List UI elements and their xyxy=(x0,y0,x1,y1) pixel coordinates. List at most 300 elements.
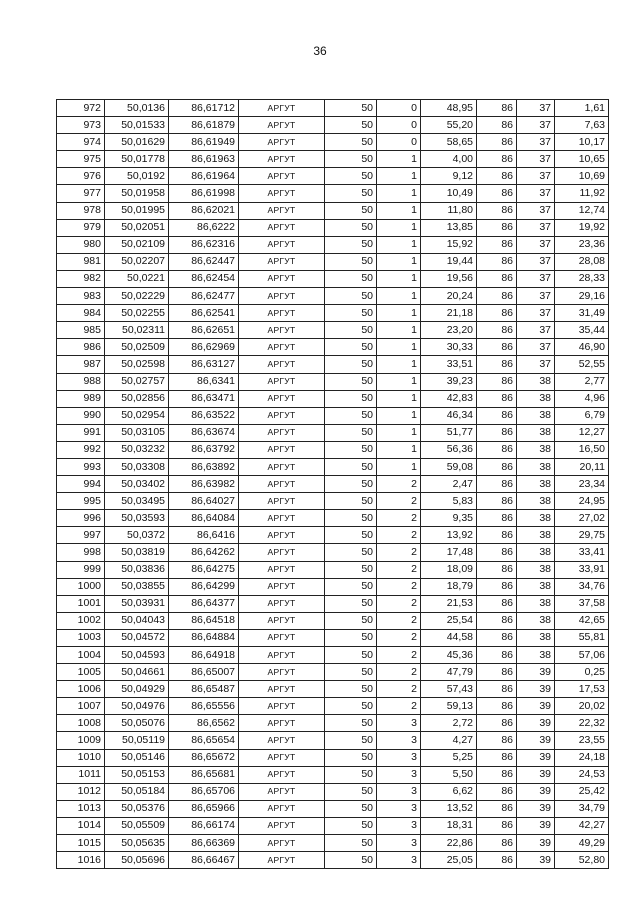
table-row xyxy=(57,168,609,185)
cell-river-name: АРГУТ xyxy=(239,561,325,578)
cell-col-5: 50 xyxy=(325,305,377,322)
cell-col-10: 31,49 xyxy=(555,305,609,322)
cell-col-9: 37 xyxy=(517,270,555,287)
table-row xyxy=(57,476,609,493)
cell-col-10: 33,91 xyxy=(555,561,609,578)
table-row xyxy=(57,373,609,390)
cell-col-7: 15,92 xyxy=(421,236,477,253)
cell-latitude: 50,04661 xyxy=(105,664,169,681)
cell-longitude: 86,63792 xyxy=(169,441,239,458)
cell-river-name: АРГУТ xyxy=(239,544,325,561)
cell-col-7: 48,95 xyxy=(421,100,477,117)
table-row xyxy=(57,647,609,664)
cell-col-10: 28,08 xyxy=(555,253,609,270)
cell-col-5: 50 xyxy=(325,783,377,800)
cell-longitude: 86,63892 xyxy=(169,458,239,475)
cell-col-6: 2 xyxy=(377,493,421,510)
cell-col-6: 3 xyxy=(377,800,421,817)
cell-longitude: 86,6222 xyxy=(169,219,239,236)
cell-col-9: 37 xyxy=(517,151,555,168)
cell-river-name: АРГУТ xyxy=(239,202,325,219)
table-row xyxy=(57,544,609,561)
cell-col-5: 50 xyxy=(325,527,377,544)
cell-col-6: 0 xyxy=(377,117,421,134)
table-row xyxy=(57,288,609,305)
cell-col-8: 86 xyxy=(477,185,517,202)
cell-row-number: 989 xyxy=(57,390,105,407)
table-row xyxy=(57,100,609,117)
cell-latitude: 50,05153 xyxy=(105,766,169,783)
cell-col-8: 86 xyxy=(477,288,517,305)
cell-col-6: 0 xyxy=(377,100,421,117)
cell-col-8: 86 xyxy=(477,817,517,834)
cell-col-7: 17,48 xyxy=(421,544,477,561)
cell-col-10: 1,61 xyxy=(555,100,609,117)
cell-col-10: 55,81 xyxy=(555,629,609,646)
cell-latitude: 50,05119 xyxy=(105,732,169,749)
cell-col-7: 13,85 xyxy=(421,219,477,236)
cell-col-5: 50 xyxy=(325,202,377,219)
cell-river-name: АРГУТ xyxy=(239,305,325,322)
cell-col-5: 50 xyxy=(325,253,377,270)
cell-col-8: 86 xyxy=(477,681,517,698)
table-row xyxy=(57,270,609,287)
cell-col-6: 2 xyxy=(377,578,421,595)
cell-latitude: 50,01995 xyxy=(105,202,169,219)
cell-longitude: 86,62316 xyxy=(169,236,239,253)
cell-row-number: 994 xyxy=(57,476,105,493)
cell-col-8: 86 xyxy=(477,356,517,373)
cell-longitude: 86,6562 xyxy=(169,715,239,732)
cell-latitude: 50,05376 xyxy=(105,800,169,817)
cell-row-number: 986 xyxy=(57,339,105,356)
table-row xyxy=(57,202,609,219)
cell-col-8: 86 xyxy=(477,698,517,715)
cell-row-number: 1008 xyxy=(57,715,105,732)
cell-col-10: 7,63 xyxy=(555,117,609,134)
table-row xyxy=(57,236,609,253)
cell-col-6: 3 xyxy=(377,852,421,869)
cell-longitude: 86,65672 xyxy=(169,749,239,766)
cell-latitude: 50,02229 xyxy=(105,288,169,305)
cell-col-7: 23,20 xyxy=(421,322,477,339)
table-row xyxy=(57,715,609,732)
cell-latitude: 50,03495 xyxy=(105,493,169,510)
cell-river-name: АРГУТ xyxy=(239,424,325,441)
cell-col-7: 59,08 xyxy=(421,458,477,475)
cell-col-5: 50 xyxy=(325,441,377,458)
cell-col-7: 21,18 xyxy=(421,305,477,322)
cell-row-number: 1009 xyxy=(57,732,105,749)
cell-col-10: 10,17 xyxy=(555,134,609,151)
page-number: 36 xyxy=(313,44,327,58)
cell-col-8: 86 xyxy=(477,527,517,544)
cell-longitude: 86,64027 xyxy=(169,493,239,510)
cell-river-name: АРГУТ xyxy=(239,800,325,817)
cell-latitude: 50,04043 xyxy=(105,612,169,629)
cell-col-9: 37 xyxy=(517,219,555,236)
cell-col-6: 2 xyxy=(377,561,421,578)
table-row xyxy=(57,253,609,270)
cell-col-8: 86 xyxy=(477,595,517,612)
cell-row-number: 972 xyxy=(57,100,105,117)
cell-col-10: 20,11 xyxy=(555,458,609,475)
cell-row-number: 1012 xyxy=(57,783,105,800)
cell-col-8: 86 xyxy=(477,236,517,253)
cell-latitude: 50,05146 xyxy=(105,749,169,766)
cell-river-name: АРГУТ xyxy=(239,322,325,339)
cell-row-number: 985 xyxy=(57,322,105,339)
cell-col-8: 86 xyxy=(477,168,517,185)
cell-longitude: 86,63471 xyxy=(169,390,239,407)
cell-row-number: 979 xyxy=(57,219,105,236)
table-row xyxy=(57,800,609,817)
cell-row-number: 992 xyxy=(57,441,105,458)
cell-col-6: 1 xyxy=(377,270,421,287)
cell-col-7: 21,53 xyxy=(421,595,477,612)
cell-river-name: АРГУТ xyxy=(239,236,325,253)
cell-col-10: 25,42 xyxy=(555,783,609,800)
cell-col-6: 2 xyxy=(377,681,421,698)
cell-col-10: 33,41 xyxy=(555,544,609,561)
table-row xyxy=(57,219,609,236)
cell-col-5: 50 xyxy=(325,100,377,117)
cell-col-6: 2 xyxy=(377,476,421,493)
cell-col-9: 37 xyxy=(517,253,555,270)
cell-col-5: 50 xyxy=(325,270,377,287)
cell-col-6: 3 xyxy=(377,783,421,800)
cell-river-name: АРГУТ xyxy=(239,612,325,629)
cell-col-8: 86 xyxy=(477,305,517,322)
cell-river-name: АРГУТ xyxy=(239,219,325,236)
cell-col-7: 2,72 xyxy=(421,715,477,732)
cell-col-5: 50 xyxy=(325,698,377,715)
cell-col-7: 33,51 xyxy=(421,356,477,373)
cell-col-10: 23,34 xyxy=(555,476,609,493)
cell-col-7: 22,86 xyxy=(421,835,477,852)
cell-col-8: 86 xyxy=(477,800,517,817)
cell-col-5: 50 xyxy=(325,339,377,356)
table-row xyxy=(57,356,609,373)
cell-row-number: 988 xyxy=(57,373,105,390)
cell-col-5: 50 xyxy=(325,510,377,527)
cell-col-10: 24,18 xyxy=(555,749,609,766)
cell-river-name: АРГУТ xyxy=(239,578,325,595)
cell-row-number: 1002 xyxy=(57,612,105,629)
cell-col-9: 39 xyxy=(517,664,555,681)
cell-latitude: 50,03855 xyxy=(105,578,169,595)
cell-col-7: 55,20 xyxy=(421,117,477,134)
cell-river-name: АРГУТ xyxy=(239,253,325,270)
cell-river-name: АРГУТ xyxy=(239,407,325,424)
cell-col-7: 11,80 xyxy=(421,202,477,219)
cell-river-name: АРГУТ xyxy=(239,835,325,852)
cell-col-6: 3 xyxy=(377,715,421,732)
cell-longitude: 86,64299 xyxy=(169,578,239,595)
cell-longitude: 86,61998 xyxy=(169,185,239,202)
cell-col-6: 2 xyxy=(377,527,421,544)
cell-col-7: 9,35 xyxy=(421,510,477,527)
cell-row-number: 982 xyxy=(57,270,105,287)
cell-latitude: 50,01958 xyxy=(105,185,169,202)
cell-col-5: 50 xyxy=(325,219,377,236)
cell-river-name: АРГУТ xyxy=(239,339,325,356)
cell-river-name: АРГУТ xyxy=(239,817,325,834)
cell-col-8: 86 xyxy=(477,441,517,458)
cell-col-8: 86 xyxy=(477,476,517,493)
cell-col-9: 37 xyxy=(517,117,555,134)
cell-col-8: 86 xyxy=(477,493,517,510)
table-row xyxy=(57,185,609,202)
cell-col-8: 86 xyxy=(477,339,517,356)
cell-col-5: 50 xyxy=(325,168,377,185)
cell-latitude: 50,0221 xyxy=(105,270,169,287)
cell-col-6: 1 xyxy=(377,424,421,441)
cell-col-8: 86 xyxy=(477,510,517,527)
cell-col-5: 50 xyxy=(325,732,377,749)
cell-col-8: 86 xyxy=(477,270,517,287)
cell-longitude: 86,61949 xyxy=(169,134,239,151)
cell-col-6: 1 xyxy=(377,185,421,202)
cell-col-10: 6,79 xyxy=(555,407,609,424)
cell-col-6: 2 xyxy=(377,629,421,646)
table-body xyxy=(57,100,609,869)
cell-col-7: 19,56 xyxy=(421,270,477,287)
cell-col-5: 50 xyxy=(325,664,377,681)
cell-col-10: 52,80 xyxy=(555,852,609,869)
cell-row-number: 983 xyxy=(57,288,105,305)
cell-col-10: 46,90 xyxy=(555,339,609,356)
cell-col-6: 2 xyxy=(377,664,421,681)
cell-row-number: 1007 xyxy=(57,698,105,715)
cell-col-5: 50 xyxy=(325,715,377,732)
cell-latitude: 50,02311 xyxy=(105,322,169,339)
cell-river-name: АРГУТ xyxy=(239,664,325,681)
cell-longitude: 86,64918 xyxy=(169,647,239,664)
cell-col-7: 47,79 xyxy=(421,664,477,681)
cell-col-5: 50 xyxy=(325,561,377,578)
cell-latitude: 50,03931 xyxy=(105,595,169,612)
cell-col-6: 3 xyxy=(377,766,421,783)
cell-col-6: 1 xyxy=(377,219,421,236)
table-row xyxy=(57,561,609,578)
cell-river-name: АРГУТ xyxy=(239,185,325,202)
cell-col-5: 50 xyxy=(325,373,377,390)
table-row xyxy=(57,681,609,698)
cell-col-7: 25,54 xyxy=(421,612,477,629)
cell-col-7: 39,23 xyxy=(421,373,477,390)
cell-river-name: АРГУТ xyxy=(239,732,325,749)
cell-row-number: 1004 xyxy=(57,647,105,664)
cell-row-number: 981 xyxy=(57,253,105,270)
cell-latitude: 50,03105 xyxy=(105,424,169,441)
cell-col-8: 86 xyxy=(477,424,517,441)
cell-latitude: 50,02207 xyxy=(105,253,169,270)
table-row xyxy=(57,664,609,681)
cell-col-7: 2,47 xyxy=(421,476,477,493)
cell-longitude: 86,65007 xyxy=(169,664,239,681)
cell-river-name: АРГУТ xyxy=(239,100,325,117)
cell-col-9: 38 xyxy=(517,407,555,424)
cell-col-10: 20,02 xyxy=(555,698,609,715)
cell-col-7: 13,52 xyxy=(421,800,477,817)
cell-col-9: 38 xyxy=(517,561,555,578)
cell-longitude: 86,61963 xyxy=(169,151,239,168)
cell-col-8: 86 xyxy=(477,407,517,424)
cell-longitude: 86,65966 xyxy=(169,800,239,817)
cell-col-5: 50 xyxy=(325,117,377,134)
cell-river-name: АРГУТ xyxy=(239,168,325,185)
cell-col-7: 5,50 xyxy=(421,766,477,783)
cell-col-7: 6,62 xyxy=(421,783,477,800)
cell-col-8: 86 xyxy=(477,134,517,151)
cell-longitude: 86,62447 xyxy=(169,253,239,270)
cell-col-6: 1 xyxy=(377,356,421,373)
cell-latitude: 50,02509 xyxy=(105,339,169,356)
cell-col-6: 1 xyxy=(377,288,421,305)
cell-longitude: 86,64084 xyxy=(169,510,239,527)
cell-col-6: 1 xyxy=(377,373,421,390)
cell-longitude: 86,61712 xyxy=(169,100,239,117)
cell-col-8: 86 xyxy=(477,647,517,664)
cell-col-5: 50 xyxy=(325,612,377,629)
cell-col-9: 39 xyxy=(517,766,555,783)
cell-latitude: 50,0136 xyxy=(105,100,169,117)
cell-latitude: 50,02255 xyxy=(105,305,169,322)
cell-row-number: 984 xyxy=(57,305,105,322)
table-row xyxy=(57,322,609,339)
cell-longitude: 86,64884 xyxy=(169,629,239,646)
cell-col-7: 46,34 xyxy=(421,407,477,424)
cell-col-5: 50 xyxy=(325,356,377,373)
cell-col-6: 1 xyxy=(377,322,421,339)
cell-longitude: 86,64518 xyxy=(169,612,239,629)
cell-col-8: 86 xyxy=(477,852,517,869)
cell-longitude: 86,62477 xyxy=(169,288,239,305)
cell-col-10: 24,95 xyxy=(555,493,609,510)
cell-longitude: 86,6341 xyxy=(169,373,239,390)
cell-latitude: 50,05696 xyxy=(105,852,169,869)
cell-col-10: 42,65 xyxy=(555,612,609,629)
cell-latitude: 50,04572 xyxy=(105,629,169,646)
cell-river-name: АРГУТ xyxy=(239,749,325,766)
cell-col-7: 10,49 xyxy=(421,185,477,202)
cell-col-8: 86 xyxy=(477,732,517,749)
cell-latitude: 50,03836 xyxy=(105,561,169,578)
cell-col-9: 39 xyxy=(517,852,555,869)
cell-col-10: 0,25 xyxy=(555,664,609,681)
cell-col-5: 50 xyxy=(325,578,377,595)
cell-col-5: 50 xyxy=(325,835,377,852)
cell-col-5: 50 xyxy=(325,647,377,664)
cell-col-5: 50 xyxy=(325,681,377,698)
table-row xyxy=(57,749,609,766)
cell-col-9: 39 xyxy=(517,817,555,834)
cell-col-8: 86 xyxy=(477,561,517,578)
cell-col-5: 50 xyxy=(325,185,377,202)
cell-col-7: 44,58 xyxy=(421,629,477,646)
cell-col-10: 27,02 xyxy=(555,510,609,527)
cell-river-name: АРГУТ xyxy=(239,117,325,134)
cell-col-9: 39 xyxy=(517,681,555,698)
cell-river-name: АРГУТ xyxy=(239,493,325,510)
cell-col-9: 38 xyxy=(517,527,555,544)
cell-latitude: 50,05184 xyxy=(105,783,169,800)
table-row xyxy=(57,698,609,715)
cell-river-name: АРГУТ xyxy=(239,595,325,612)
cell-longitude: 86,65487 xyxy=(169,681,239,698)
cell-col-7: 59,13 xyxy=(421,698,477,715)
cell-col-10: 28,33 xyxy=(555,270,609,287)
cell-latitude: 50,03308 xyxy=(105,458,169,475)
cell-col-9: 38 xyxy=(517,476,555,493)
cell-longitude: 86,65706 xyxy=(169,783,239,800)
cell-longitude: 86,66369 xyxy=(169,835,239,852)
cell-col-8: 86 xyxy=(477,578,517,595)
table-row xyxy=(57,852,609,869)
cell-col-5: 50 xyxy=(325,458,377,475)
cell-col-8: 86 xyxy=(477,253,517,270)
cell-col-6: 0 xyxy=(377,134,421,151)
cell-col-9: 37 xyxy=(517,202,555,219)
cell-col-7: 9,12 xyxy=(421,168,477,185)
cell-longitude: 86,64275 xyxy=(169,561,239,578)
cell-col-9: 38 xyxy=(517,424,555,441)
cell-col-7: 18,79 xyxy=(421,578,477,595)
cell-col-8: 86 xyxy=(477,629,517,646)
cell-col-5: 50 xyxy=(325,407,377,424)
cell-river-name: АРГУТ xyxy=(239,356,325,373)
cell-latitude: 50,02598 xyxy=(105,356,169,373)
table-row xyxy=(57,629,609,646)
cell-latitude: 50,04929 xyxy=(105,681,169,698)
cell-col-10: 11,92 xyxy=(555,185,609,202)
cell-col-7: 45,36 xyxy=(421,647,477,664)
cell-longitude: 86,61879 xyxy=(169,117,239,134)
cell-latitude: 50,03402 xyxy=(105,476,169,493)
cell-river-name: АРГУТ xyxy=(239,681,325,698)
cell-col-5: 50 xyxy=(325,749,377,766)
cell-col-8: 86 xyxy=(477,202,517,219)
cell-col-5: 50 xyxy=(325,544,377,561)
cell-col-10: 19,92 xyxy=(555,219,609,236)
cell-longitude: 86,66467 xyxy=(169,852,239,869)
cell-col-9: 37 xyxy=(517,100,555,117)
cell-row-number: 1013 xyxy=(57,800,105,817)
cell-col-9: 37 xyxy=(517,185,555,202)
cell-river-name: АРГУТ xyxy=(239,715,325,732)
cell-col-6: 1 xyxy=(377,339,421,356)
cell-col-10: 49,29 xyxy=(555,835,609,852)
cell-col-8: 86 xyxy=(477,373,517,390)
cell-col-5: 50 xyxy=(325,476,377,493)
cell-row-number: 996 xyxy=(57,510,105,527)
cell-col-9: 38 xyxy=(517,544,555,561)
cell-col-5: 50 xyxy=(325,629,377,646)
cell-latitude: 50,02051 xyxy=(105,219,169,236)
cell-longitude: 86,62021 xyxy=(169,202,239,219)
cell-river-name: АРГУТ xyxy=(239,134,325,151)
cell-row-number: 977 xyxy=(57,185,105,202)
cell-river-name: АРГУТ xyxy=(239,476,325,493)
cell-col-6: 2 xyxy=(377,612,421,629)
cell-row-number: 987 xyxy=(57,356,105,373)
cell-col-10: 29,75 xyxy=(555,527,609,544)
cell-row-number: 978 xyxy=(57,202,105,219)
cell-col-5: 50 xyxy=(325,852,377,869)
cell-col-6: 3 xyxy=(377,749,421,766)
cell-col-9: 39 xyxy=(517,698,555,715)
